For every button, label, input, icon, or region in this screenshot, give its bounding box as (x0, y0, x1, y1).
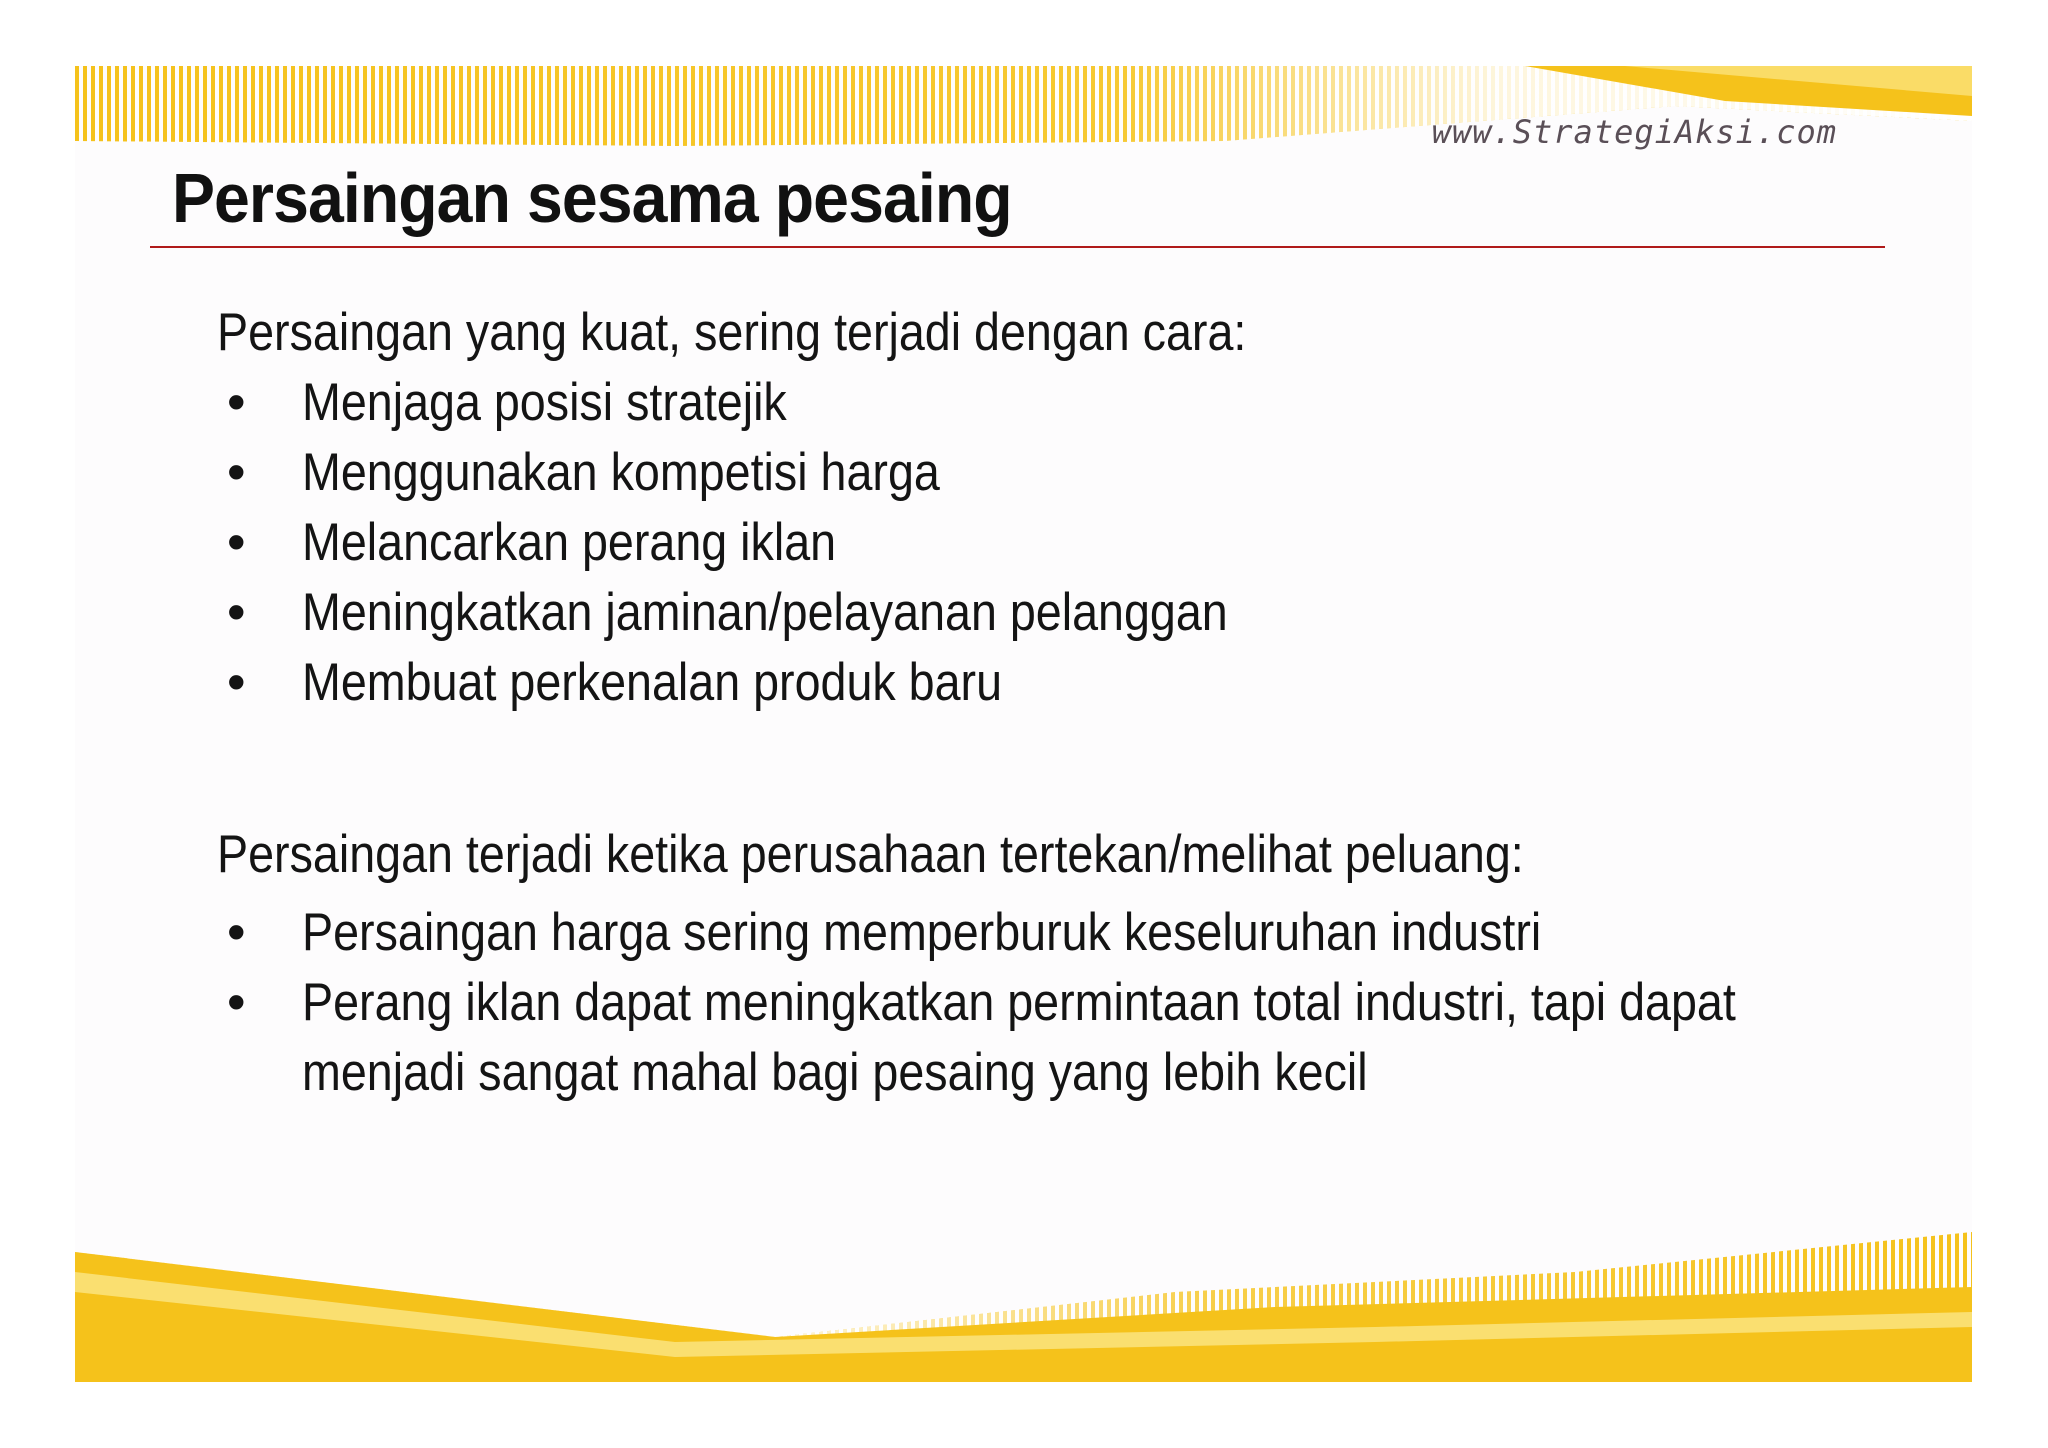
list-item-continuation: menjadi sangat mahal bagi pesaing yang lebih kecil (302, 1043, 1368, 1102)
list-item: • Membuat perkenalan produk baru (217, 648, 1867, 718)
section-competition-methods (217, 298, 1867, 718)
section-2-lead: Persaingan terjadi ketika perusahaan tertekan/melihat peluang: (217, 825, 1524, 884)
list-item: • Meningkatkan jaminan/pelayanan pelanggan (217, 578, 1867, 648)
slide-content (217, 298, 1867, 1108)
bullet-icon: • (227, 973, 246, 1032)
bullet-icon: • (227, 653, 246, 712)
bullet-icon: • (227, 903, 246, 962)
list-item: • Menggunakan kompetisi harga (217, 438, 1867, 508)
list-item: • Perang iklan dapat meningkatkan permintaan total industri, tapi dapat (217, 968, 1867, 1038)
title-underline-rule (150, 246, 1885, 248)
section-1-lead: Persaingan yang kuat, sering terjadi dengan cara: (217, 303, 1247, 362)
brand-url-watermark: www.StrategiAksi.com (1431, 113, 1837, 151)
bullet-icon: • (227, 513, 246, 572)
slide-title: Persaingan sesama pesaing (172, 159, 1012, 237)
list-item: • Persaingan harga sering memperburuk keseluruhan industri (217, 898, 1867, 968)
section-1-bullet-list (217, 368, 1867, 718)
list-item: • Melancarkan perang iklan (217, 508, 1867, 578)
bullet-icon: • (227, 583, 246, 642)
section-competition-triggers (217, 820, 1867, 1108)
bullet-icon: • (227, 373, 246, 432)
bullet-icon: • (227, 443, 246, 502)
list-item: • Menjaga posisi stratejik (217, 368, 1867, 438)
slide (75, 66, 1972, 1382)
bottom-decorative-band (75, 1232, 1972, 1382)
section-2-bullet-list (217, 898, 1867, 1108)
